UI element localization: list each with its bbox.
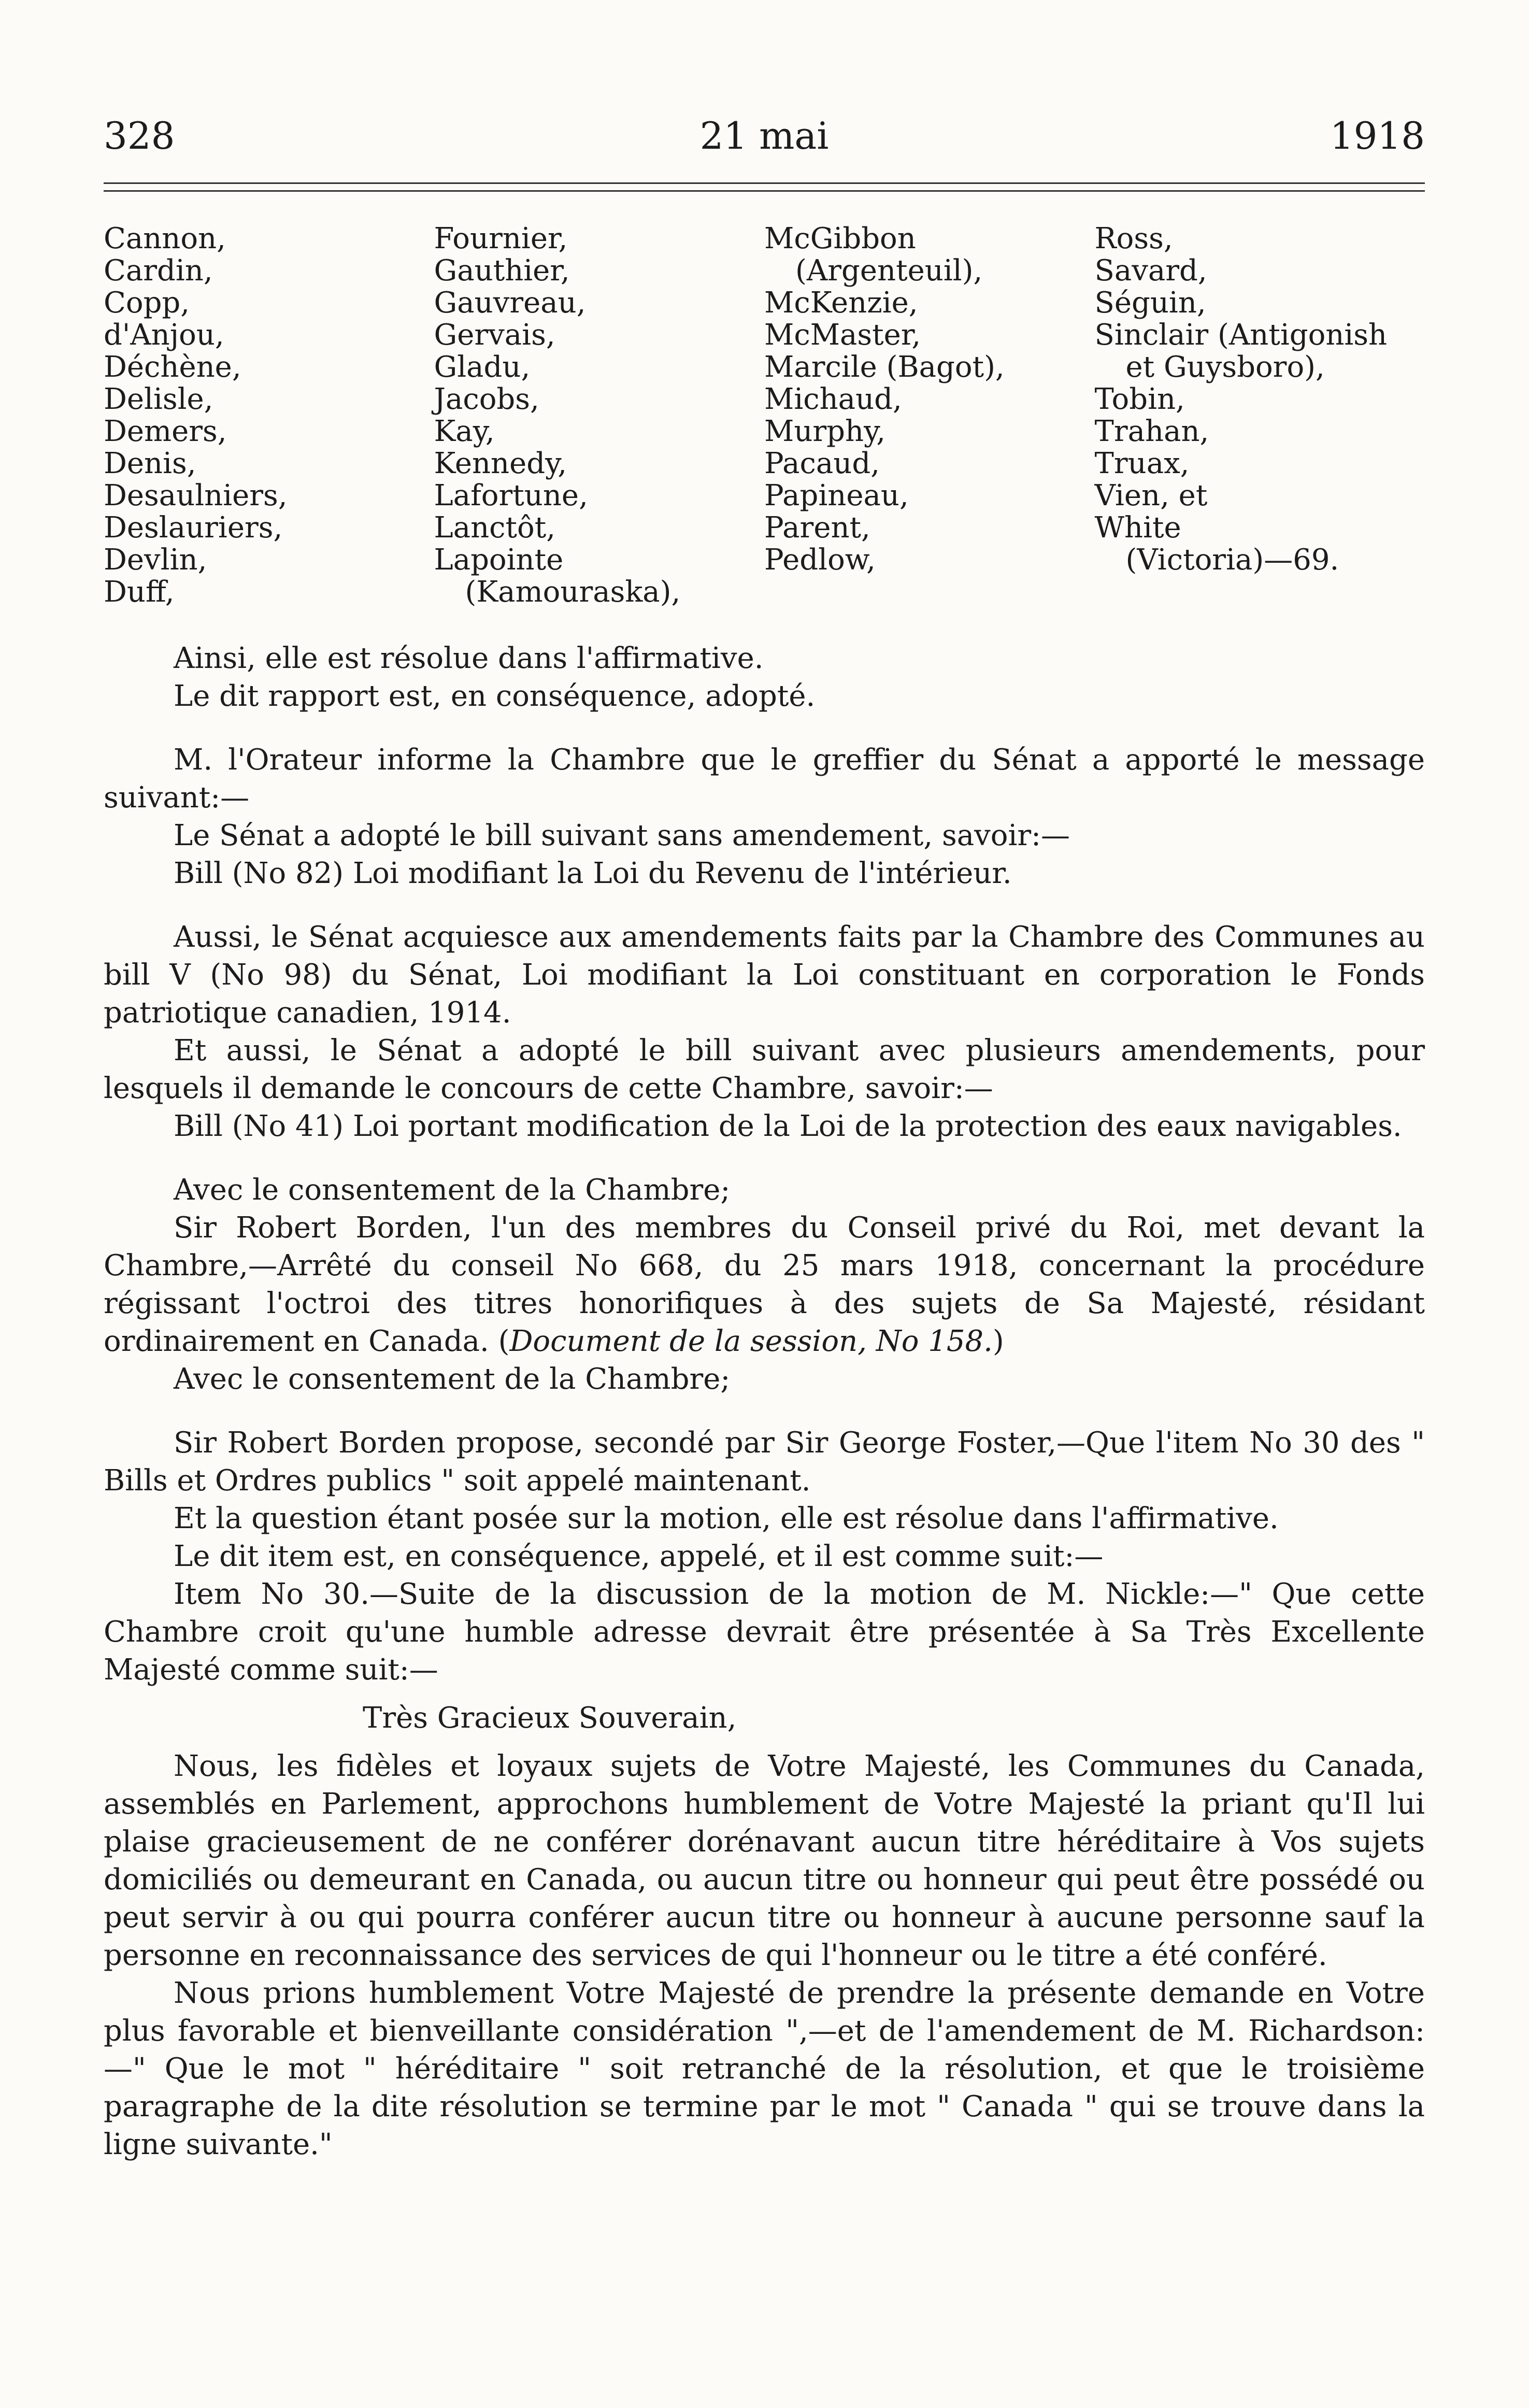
paragraph: Et la question étant posée sur la motion, elle est résolue dans l'affirmative. <box>174 1502 1279 1535</box>
header-year: 1918 <box>1330 114 1425 158</box>
name-item: Truax, <box>1094 447 1190 480</box>
names-column-3 <box>764 223 1095 608</box>
paragraph: Ainsi, elle est résolue dans l'affirmative. <box>174 642 764 675</box>
paragraph: Bill (No 82) Loi modifiant la Loi du Revenu de l'intérieur. <box>174 857 1012 890</box>
paragraph-text: ) <box>992 1324 1004 1358</box>
name-item: Lapointe <box>434 543 564 577</box>
paragraph: Le dit item est, en conséquence, appelé, et il est comme suit:— <box>174 1540 1104 1573</box>
name-item: Ross, <box>1094 222 1173 255</box>
name-item: Papineau, <box>764 479 909 512</box>
names-column-2 <box>434 223 765 608</box>
name-item: Savard, <box>1094 254 1207 288</box>
names-list <box>104 223 1425 608</box>
body-text <box>104 639 1425 2163</box>
name-item: Gervais, <box>434 318 555 352</box>
paragraph: Le Sénat a adopté le bill suivant sans amendement, savoir:— <box>174 819 1070 852</box>
name-item: Devlin, <box>104 543 207 577</box>
name-item: Denis, <box>104 447 196 480</box>
header-rule-second <box>104 190 1425 192</box>
paragraph: Le dit rapport est, en conséquence, adopté. <box>174 679 816 713</box>
page <box>104 104 1425 2163</box>
name-item: Vien, et <box>1094 479 1208 512</box>
name-item: Séguin, <box>1094 286 1206 320</box>
page-header <box>104 104 1425 166</box>
name-item: Marcile (Bagot), <box>764 350 1005 384</box>
name-item: d'Anjou, <box>104 318 224 352</box>
name-item: (Kamouraska), <box>465 575 681 609</box>
name-item: McGibbon <box>764 222 916 255</box>
paragraph: Et aussi, le Sénat a adopté le bill suivant avec plusieurs amendements, pour lesquels il demande le concours de cette Chambre, savoir:— <box>104 1034 1425 1105</box>
name-item: Sinclair (Antigonish <box>1094 318 1388 352</box>
paragraph <box>104 1209 1425 1360</box>
name-item: Tobin, <box>1094 382 1185 416</box>
paragraph: Avec le consentement de la Chambre; <box>174 1173 731 1207</box>
name-item: White <box>1094 511 1181 545</box>
document-reference: Document de la session, No 158. <box>509 1324 993 1358</box>
name-item: Delisle, <box>104 382 213 416</box>
name-item: Déchène, <box>104 350 241 384</box>
name-item: Pacaud, <box>764 447 880 480</box>
name-item: (Argenteuil), <box>795 254 983 288</box>
name-item: Michaud, <box>764 382 902 416</box>
name-item: Lafortune, <box>434 479 588 512</box>
names-column-1 <box>104 223 434 608</box>
paragraph: M. l'Orateur informe la Chambre que le greffier du Sénat a apporté le message suivant:— <box>104 743 1425 815</box>
name-item: Lanctôt, <box>434 511 556 545</box>
name-item: Kennedy, <box>434 447 567 480</box>
name-item: Gladu, <box>434 350 531 384</box>
name-item: Deslauriers, <box>104 511 283 545</box>
name-item: McKenzie, <box>764 286 918 320</box>
name-item: Kay, <box>434 415 495 448</box>
name-item: Trahan, <box>1094 415 1209 448</box>
paragraph: Bill (No 41) Loi portant modification de la Loi de la protection des eaux navigables. <box>174 1109 1402 1143</box>
name-item: Murphy, <box>764 415 886 448</box>
name-item: Desaulniers, <box>104 479 288 512</box>
paragraph: Avec le consentement de la Chambre; <box>174 1362 731 1396</box>
name-item: Jacobs, <box>434 382 539 416</box>
name-item: McMaster, <box>764 318 921 352</box>
name-item: Fournier, <box>434 222 568 255</box>
paragraph: Item No 30.—Suite de la discussion de la motion de M. Nickle:—" Que cette Chambre croit qu'une humble adresse devrait être présentée à Sa Très Excellente Majesté comme suit:— <box>104 1577 1425 1687</box>
name-item: Gauthier, <box>434 254 570 288</box>
paragraph: Nous prions humblement Votre Majesté de prendre la présente demande en Votre plus favorable et bienveillante considération ",—et de l'amendement de M. Richardson: —" Que le mot " héréditaire " soit retranché de la résolution, et que le troisième paragraphe de la dite résolution se termine par le mot " Canada " qui se trouve dans la ligne suivante." <box>104 1976 1425 2161</box>
name-item: Cardin, <box>104 254 213 288</box>
name-item: (Victoria)—69. <box>1125 543 1339 577</box>
name-item: et Guysboro), <box>1125 350 1325 384</box>
name-item: Gauvreau, <box>434 286 586 320</box>
name-item: Duff, <box>104 575 175 609</box>
paragraph-text: Sir Robert Borden, l'un des membres du Conseil privé du Roi, met devant la Chambre,—Arrêté du conseil No 668, du 25 mars 1918, concernant la procédure régissant l'octroi des titres honorifiques à des sujets de Sa Majesté, résidant ordinairement en Canada. ( <box>104 1211 1425 1358</box>
name-item: Pedlow, <box>764 543 876 577</box>
paragraph: Sir Robert Borden propose, secondé par Sir George Foster,—Que l'item No 30 des " Bills et Ordres publics " soit appelé maintenant. <box>104 1426 1425 1498</box>
header-date: 21 mai <box>699 114 829 158</box>
name-item: Demers, <box>104 415 227 448</box>
name-item: Parent, <box>764 511 870 545</box>
salutation: Très Gracieux Souverain, <box>363 1701 737 1735</box>
name-item: Copp, <box>104 286 190 320</box>
paragraph: Aussi, le Sénat acquiesce aux amendements faits par la Chambre des Communes au bill V (No 98) du Sénat, Loi modifiant la Loi constituant en corporation le Fonds patriotique canadien, 1914. <box>104 920 1425 1030</box>
page-number: 328 <box>104 114 175 158</box>
paragraph: Nous, les fidèles et loyaux sujets de Votre Majesté, les Communes du Canada, assemblés en Parlement, approchons humblement de Votre Majesté la priant qu'Il lui plaise gracieusement de ne conférer dorénavant aucun titre héréditaire à Vos sujets domiciliés ou demeurant en Canada, ou aucun titre ou honneur qui peut être possédé ou peut servir à ou qui pourra conférer aucun titre ou honneur à aucune personne sauf la personne en reconnaissance des services de qui l'honneur ou le titre a été conféré. <box>104 1749 1425 1972</box>
names-column-4 <box>1095 223 1425 608</box>
header-rule <box>104 182 1425 184</box>
name-item: Cannon, <box>104 222 226 255</box>
